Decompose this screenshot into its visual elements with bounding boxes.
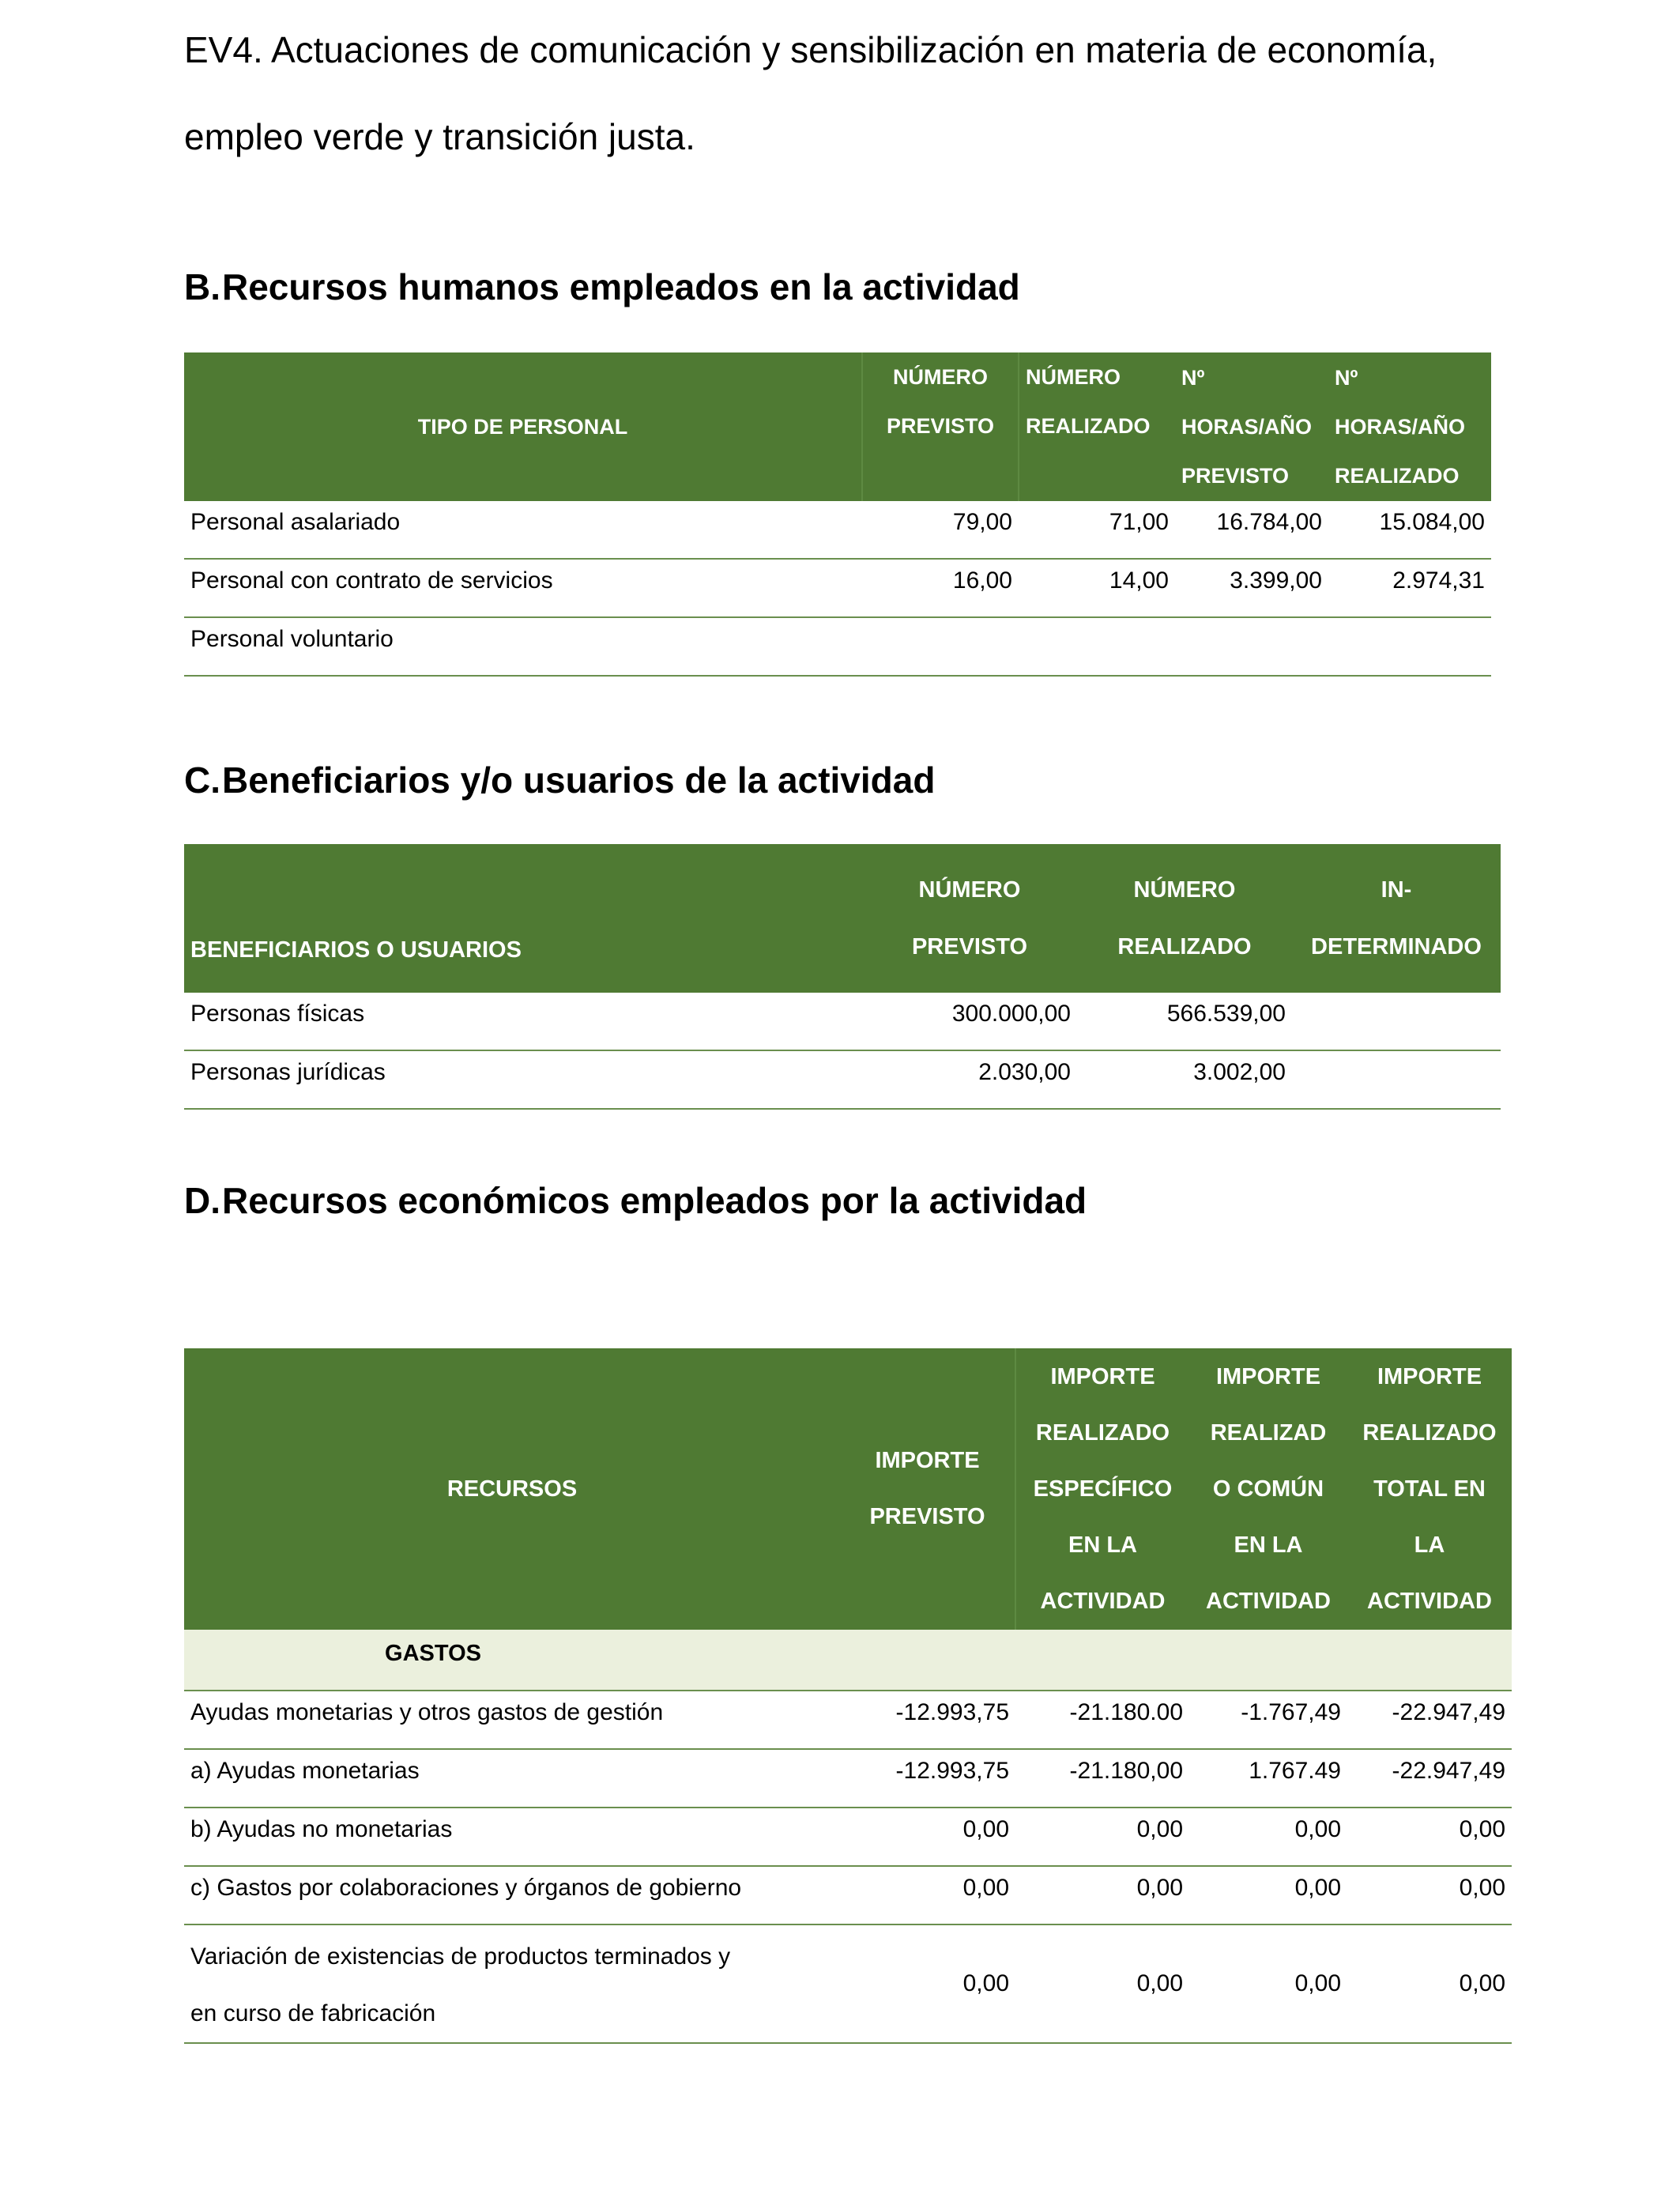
cell-previsto: 0,00 bbox=[840, 1866, 1015, 1924]
table-row bbox=[184, 501, 1491, 559]
row-label-line-2: en curso de fabricación bbox=[190, 2000, 436, 2026]
cell-horas-previsto bbox=[1175, 617, 1328, 676]
gastos-row bbox=[184, 1630, 1512, 1691]
cell-previsto: -12.993,75 bbox=[840, 1749, 1015, 1808]
cell-previsto: 0,00 bbox=[840, 1808, 1015, 1866]
cell-numero-realizado: 14,00 bbox=[1019, 559, 1175, 617]
row-label: Personal voluntario bbox=[184, 617, 862, 676]
cell-comun: -1.767,49 bbox=[1189, 1691, 1347, 1749]
row-label: b) Ayudas no monetarias bbox=[184, 1808, 840, 1866]
cell-total: 0,00 bbox=[1347, 1808, 1512, 1866]
table-row bbox=[184, 1924, 1512, 2043]
cell-horas-previsto: 16.784,00 bbox=[1175, 501, 1328, 559]
section-c-title: Beneficiarios y/o usuarios de la actividad bbox=[222, 760, 936, 801]
table-header-row bbox=[184, 844, 1501, 993]
cell-numero-previsto: 79,00 bbox=[862, 501, 1019, 559]
section-c-heading bbox=[184, 759, 935, 801]
col-indeterminado: IN- DETERMINADO bbox=[1292, 844, 1501, 993]
row-label: Personas jurídicas bbox=[184, 1050, 862, 1109]
cell-numero-previsto: 16,00 bbox=[862, 559, 1019, 617]
col-importe-especifico: IMPORTE REALIZADO ESPECÍFICO EN LA ACTIVIDAD bbox=[1015, 1348, 1189, 1630]
cell-previsto: -12.993,75 bbox=[840, 1691, 1015, 1749]
cell-comun: 0,00 bbox=[1189, 1866, 1347, 1924]
table-row bbox=[184, 1808, 1512, 1866]
row-label: Personal con contrato de servicios bbox=[184, 559, 862, 617]
cell-total: 0,00 bbox=[1347, 1924, 1512, 2043]
cell-horas-previsto: 3.399,00 bbox=[1175, 559, 1328, 617]
cell-especifico: -21.180.00 bbox=[1015, 1691, 1189, 1749]
col-importe-previsto: IMPORTE PREVISTO bbox=[840, 1348, 1015, 1630]
row-label: Personas físicas bbox=[184, 993, 862, 1050]
cell-especifico: 0,00 bbox=[1015, 1866, 1189, 1924]
row-label: Ayudas monetarias y otros gastos de gestión bbox=[184, 1691, 840, 1749]
cell-numero-previsto bbox=[862, 617, 1019, 676]
cell-especifico: 0,00 bbox=[1015, 1808, 1189, 1866]
section-b-heading bbox=[184, 266, 1020, 308]
table-row bbox=[184, 993, 1501, 1050]
intro-paragraph: EV4. Actuaciones de comunicación y sensibilización en materia de economía, empleo verde y transición justa. bbox=[184, 29, 1437, 157]
cell-numero-realizado bbox=[1019, 617, 1175, 676]
table-row bbox=[184, 1691, 1512, 1749]
table-row bbox=[184, 1866, 1512, 1924]
table-row bbox=[184, 1050, 1501, 1109]
cell-numero-realizado: 71,00 bbox=[1019, 501, 1175, 559]
cell-comun: 0,00 bbox=[1189, 1924, 1347, 2043]
gastos-label: GASTOS bbox=[184, 1630, 840, 1691]
cell-previsto: 0,00 bbox=[840, 1924, 1015, 2043]
section-d-letter: D. bbox=[184, 1180, 220, 1221]
col-horas-realizado: Nº HORAS/AÑO REALIZADO bbox=[1328, 352, 1491, 501]
cell-realizado: 566.539,00 bbox=[1077, 993, 1292, 1050]
beneficiaries-table bbox=[184, 844, 1501, 1110]
cell-comun: 1.767.49 bbox=[1189, 1749, 1347, 1808]
col-beneficiarios: BENEFICIARIOS O USUARIOS bbox=[184, 844, 862, 993]
cell-total: -22.947,49 bbox=[1347, 1749, 1512, 1808]
col-horas-previsto: Nº HORAS/AÑO PREVISTO bbox=[1175, 352, 1328, 501]
section-b-letter: B. bbox=[184, 266, 220, 307]
cell-especifico: -21.180,00 bbox=[1015, 1749, 1189, 1808]
cell-horas-realizado bbox=[1328, 617, 1491, 676]
table-header-row bbox=[184, 352, 1491, 501]
cell-horas-realizado: 15.084,00 bbox=[1328, 501, 1491, 559]
cell-previsto: 300.000,00 bbox=[862, 993, 1077, 1050]
col-importe-comun: IMPORTE REALIZAD O COMÚN EN LA ACTIVIDAD bbox=[1189, 1348, 1347, 1630]
cell-horas-realizado: 2.974,31 bbox=[1328, 559, 1491, 617]
cell-especifico: 0,00 bbox=[1015, 1924, 1189, 2043]
col-tipo-personal: TIPO DE PERSONAL bbox=[184, 352, 862, 501]
cell-total: 0,00 bbox=[1347, 1866, 1512, 1924]
section-d-title: Recursos económicos empleados por la actividad bbox=[222, 1180, 1087, 1221]
cell-total: -22.947,49 bbox=[1347, 1691, 1512, 1749]
row-label: Personal asalariado bbox=[184, 501, 862, 559]
economic-resources-table bbox=[184, 1348, 1512, 2044]
col-importe-total: IMPORTE REALIZADO TOTAL EN LA ACTIVIDAD bbox=[1347, 1348, 1512, 1630]
table-header-row bbox=[184, 1348, 1512, 1630]
section-c-letter: C. bbox=[184, 760, 220, 801]
section-b-title: Recursos humanos empleados en la actividad bbox=[222, 266, 1020, 307]
row-label: a) Ayudas monetarias bbox=[184, 1749, 840, 1808]
row-label-line-1: Variación de existencias de productos terminados y bbox=[190, 1943, 731, 1970]
cell-indeterminado bbox=[1292, 1050, 1501, 1109]
col-recursos: RECURSOS bbox=[184, 1348, 840, 1630]
table-row bbox=[184, 559, 1491, 617]
table-row bbox=[184, 1749, 1512, 1808]
col-numero-previsto: NÚMERO PREVISTO bbox=[862, 352, 1019, 501]
row-label: c) Gastos por colaboraciones y órganos de gobierno bbox=[184, 1866, 840, 1924]
col-numero-realizado: NÚMERO REALIZADO bbox=[1019, 352, 1175, 501]
row-label bbox=[184, 1924, 840, 2043]
section-d-heading bbox=[184, 1179, 1087, 1222]
table-row bbox=[184, 617, 1491, 676]
human-resources-table bbox=[184, 352, 1491, 677]
cell-indeterminado bbox=[1292, 993, 1501, 1050]
cell-previsto: 2.030,00 bbox=[862, 1050, 1077, 1109]
col-numero-realizado: NÚMERO REALIZADO bbox=[1077, 844, 1292, 993]
cell-realizado: 3.002,00 bbox=[1077, 1050, 1292, 1109]
col-numero-previsto: NÚMERO PREVISTO bbox=[862, 844, 1077, 993]
cell-comun: 0,00 bbox=[1189, 1808, 1347, 1866]
